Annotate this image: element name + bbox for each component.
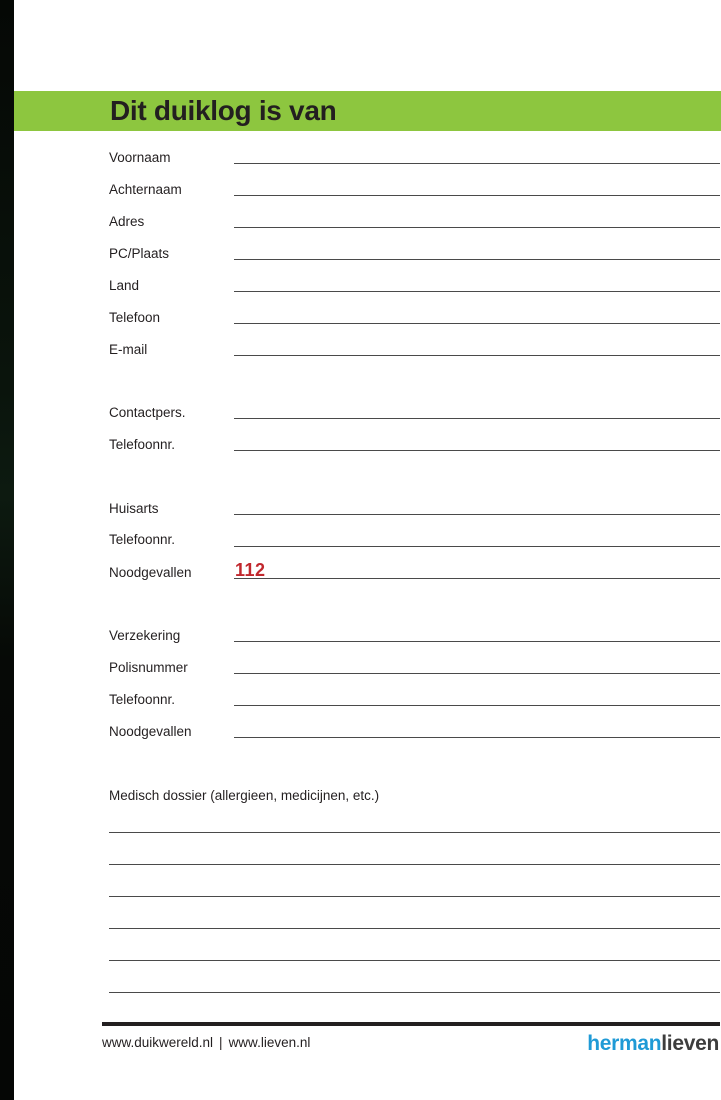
field-label-email: E-mail	[109, 342, 148, 357]
field-line-noodgevallen[interactable]	[234, 578, 720, 579]
field-label-contactpers: Contactpers.	[109, 405, 186, 420]
footer-separator: |	[219, 1035, 223, 1050]
field-label-telefoon: Telefoon	[109, 310, 161, 325]
medical-line[interactable]	[109, 960, 720, 961]
emergency-number: 112	[235, 560, 266, 580]
field-label-noodgevallen: Noodgevallen	[109, 565, 192, 580]
field-label-land: Land	[109, 278, 140, 293]
field-line-land[interactable]	[234, 291, 720, 292]
field-line-contactpers[interactable]	[234, 418, 720, 419]
footer-link-duikwereld[interactable]: www.duikwereld.nl	[102, 1035, 214, 1050]
field-line-verzekering[interactable]	[234, 641, 720, 642]
field-line-verzekering-telefoonnr[interactable]	[234, 705, 720, 706]
field-label-verzekering-noodgevallen: Noodgevallen	[109, 724, 192, 739]
medical-line[interactable]	[109, 928, 720, 929]
field-label-contact-telefoonnr: Telefoonnr.	[109, 437, 176, 452]
field-label-pc-plaats: PC/Plaats	[109, 246, 170, 261]
field-label-verzekering: Verzekering	[109, 628, 181, 643]
footer-link-lieven[interactable]: www.lieven.nl	[228, 1035, 311, 1050]
field-line-telefoon[interactable]	[234, 323, 720, 324]
left-edge-strip	[0, 0, 14, 1100]
field-line-voornaam[interactable]	[234, 163, 720, 164]
field-line-huisarts-telefoonnr[interactable]	[234, 546, 720, 547]
field-line-polisnummer[interactable]	[234, 673, 720, 674]
medical-line[interactable]	[109, 896, 720, 897]
medical-line[interactable]	[109, 992, 720, 993]
field-label-huisarts-telefoonnr: Telefoonnr.	[109, 532, 176, 547]
brand-logo	[587, 1031, 719, 1057]
field-label-adres: Adres	[109, 214, 145, 229]
brand-logo-part2: lieven	[661, 1032, 719, 1055]
medical-line[interactable]	[109, 864, 720, 865]
page-title: Dit duiklog is van	[110, 95, 337, 126]
field-label-huisarts: Huisarts	[109, 501, 159, 516]
field-line-pc-plaats[interactable]	[234, 259, 720, 260]
brand-logo-part1: herman	[587, 1032, 662, 1055]
field-line-adres[interactable]	[234, 227, 720, 228]
medical-line[interactable]	[109, 832, 720, 833]
field-label-verzekering-telefoonnr: Telefoonnr.	[109, 692, 176, 707]
field-label-voornaam: Voornaam	[109, 150, 171, 165]
field-line-email[interactable]	[234, 355, 720, 356]
field-line-verzekering-noodgevallen[interactable]	[234, 737, 720, 738]
field-label-achternaam: Achternaam	[109, 182, 182, 197]
footer-links	[102, 1035, 310, 1051]
field-label-polisnummer: Polisnummer	[109, 660, 188, 675]
medical-dossier-label: Medisch dossier (allergieen, medicijnen, etc.)	[109, 788, 380, 803]
field-line-huisarts[interactable]	[234, 514, 720, 515]
field-line-achternaam[interactable]	[234, 195, 720, 196]
field-line-contact-telefoonnr[interactable]	[234, 450, 720, 451]
footer-rule	[102, 1022, 720, 1026]
